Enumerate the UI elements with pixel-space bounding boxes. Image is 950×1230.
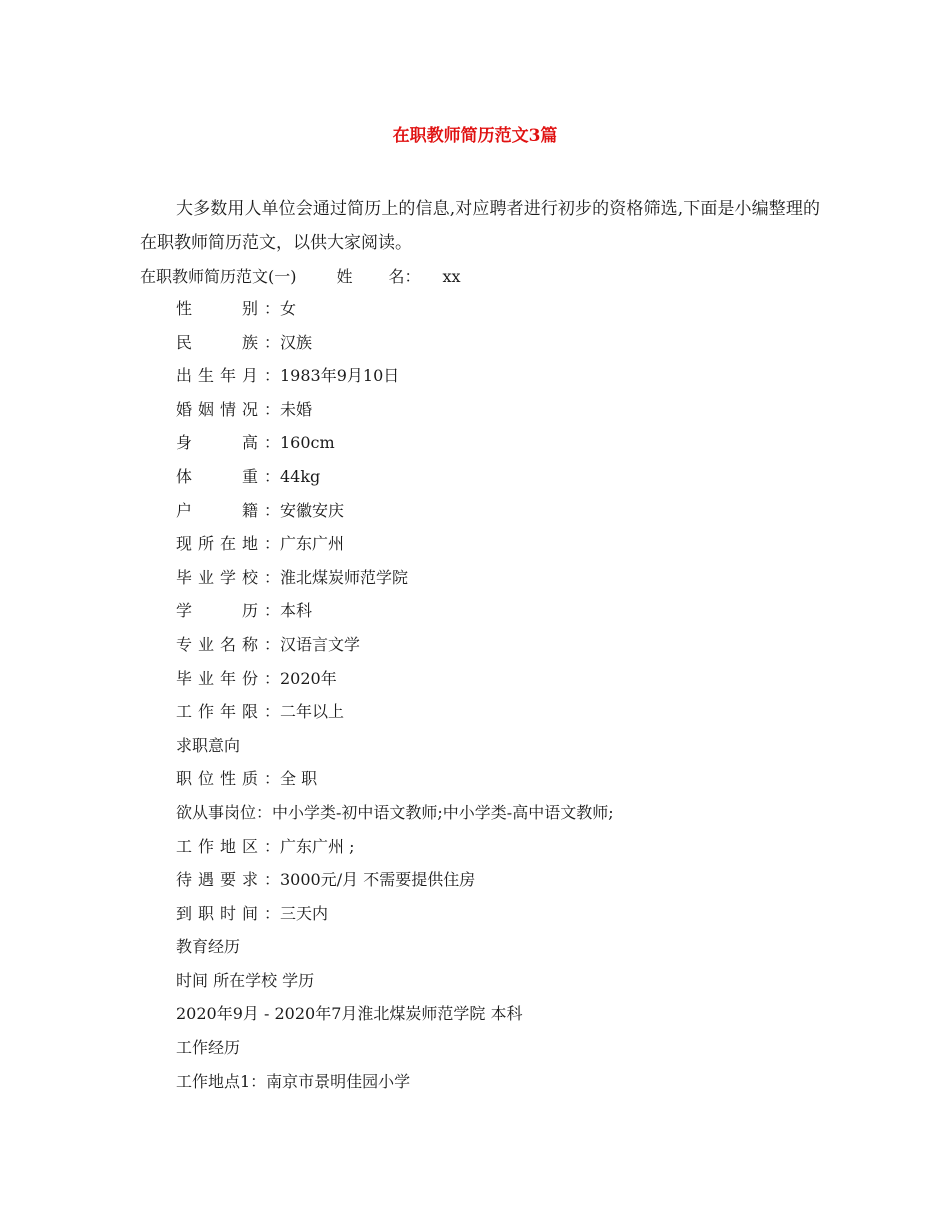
field-value: 二年以上 <box>280 702 345 722</box>
field-value: 淮北煤炭师范学院 <box>280 567 409 587</box>
field-row-desired-position <box>176 796 856 830</box>
resume-heading: 在职教师简历范文(一) <box>140 267 297 286</box>
field-row-household <box>176 494 856 528</box>
education-table-header <box>176 964 856 998</box>
field-value: 三天内 <box>280 903 329 923</box>
field-value: 汉语言文学 <box>280 634 361 654</box>
field-label: 现所在地： <box>176 534 280 554</box>
work-location-entry <box>176 1065 856 1099</box>
field-row-ethnicity <box>176 326 856 360</box>
field-row-school <box>176 561 856 595</box>
field-row-weight <box>176 460 856 494</box>
field-label: 性 别： <box>176 299 280 318</box>
field-row-gender <box>176 292 856 326</box>
field-row-work-years <box>176 695 856 729</box>
name-value: xx <box>442 267 461 286</box>
field-value: 女 <box>280 299 297 318</box>
field-value: 3000元/月 不需要提供住房 <box>280 870 476 890</box>
table-header: 时间 所在学校 学历 <box>176 970 315 990</box>
field-row-work-area <box>176 830 856 864</box>
section-job-intention <box>176 729 856 763</box>
field-label: 出生年月： <box>176 366 280 386</box>
field-value: 本科 <box>280 601 313 621</box>
document-title: 在职教师简历范文3篇 <box>392 126 558 146</box>
field-row-education <box>176 594 856 628</box>
field-label: 工作年限： <box>176 702 280 722</box>
field-row-location <box>176 527 856 561</box>
field-label: 工作地区： <box>176 836 280 856</box>
table-row: 2020年9月 - 2020年7月淮北煤炭师范学院 本科 <box>176 1004 523 1024</box>
field-value: 广东广州 ; <box>280 836 355 856</box>
field-value: 汉族 <box>280 332 313 352</box>
field-value: 2020年 <box>280 668 337 688</box>
field-row-salary <box>176 863 856 897</box>
field-label: 毕业学校： <box>176 567 280 587</box>
intro-paragraph: 大多数用人单位会通过简历上的信息,对应聘者进行初步的资格筛选,下面是小编整理的在职教师简历范文，以供大家阅读。 <box>140 199 820 253</box>
list-item: 工作地点1：南京市景明佳园小学 <box>176 1071 411 1091</box>
name-label-first: 姓 <box>336 267 353 286</box>
field-value: 安徽安庆 <box>280 500 345 520</box>
resume-heading-line <box>140 262 461 292</box>
field-label: 专业名称： <box>176 634 280 654</box>
field-value: 未婚 <box>280 399 313 419</box>
field-label: 身 高： <box>176 433 280 453</box>
field-label: 学 历： <box>176 601 280 621</box>
name-label-second: 名： <box>388 267 421 286</box>
field-label: 毕业年份： <box>176 668 280 688</box>
section-work-experience <box>176 1031 856 1065</box>
field-value: 全 职 <box>280 769 318 789</box>
field-row-major <box>176 628 856 662</box>
field-row-job-type <box>176 762 856 796</box>
field-label: 到职时间： <box>176 903 280 923</box>
field-label: 职位性质： <box>176 769 280 789</box>
field-row-start-time <box>176 897 856 931</box>
field-value: 1983年9月10日 <box>280 366 400 386</box>
field-value: 160cm <box>280 433 335 453</box>
field-label: 户 籍： <box>176 500 280 520</box>
field-label: 婚姻情况： <box>176 399 280 419</box>
resume-fields <box>176 292 856 1098</box>
field-row-birthdate <box>176 359 856 393</box>
field-row-marital <box>176 393 856 427</box>
field-value: 广东广州 <box>280 534 345 554</box>
field-value: 44kg <box>280 466 321 486</box>
field-label: 体 重： <box>176 466 280 486</box>
field-value: 欲从事岗位：中小学类-初中语文教师;中小学类-高中语文教师; <box>176 802 614 822</box>
section-heading: 求职意向 <box>176 735 241 755</box>
section-heading: 教育经历 <box>176 937 241 957</box>
section-heading: 工作经历 <box>176 1038 241 1058</box>
field-row-height <box>176 426 856 460</box>
section-education <box>176 930 856 964</box>
field-label: 民 族： <box>176 332 280 352</box>
education-entry <box>176 997 856 1031</box>
field-label: 待遇要求： <box>176 870 280 890</box>
field-row-grad-year <box>176 662 856 696</box>
